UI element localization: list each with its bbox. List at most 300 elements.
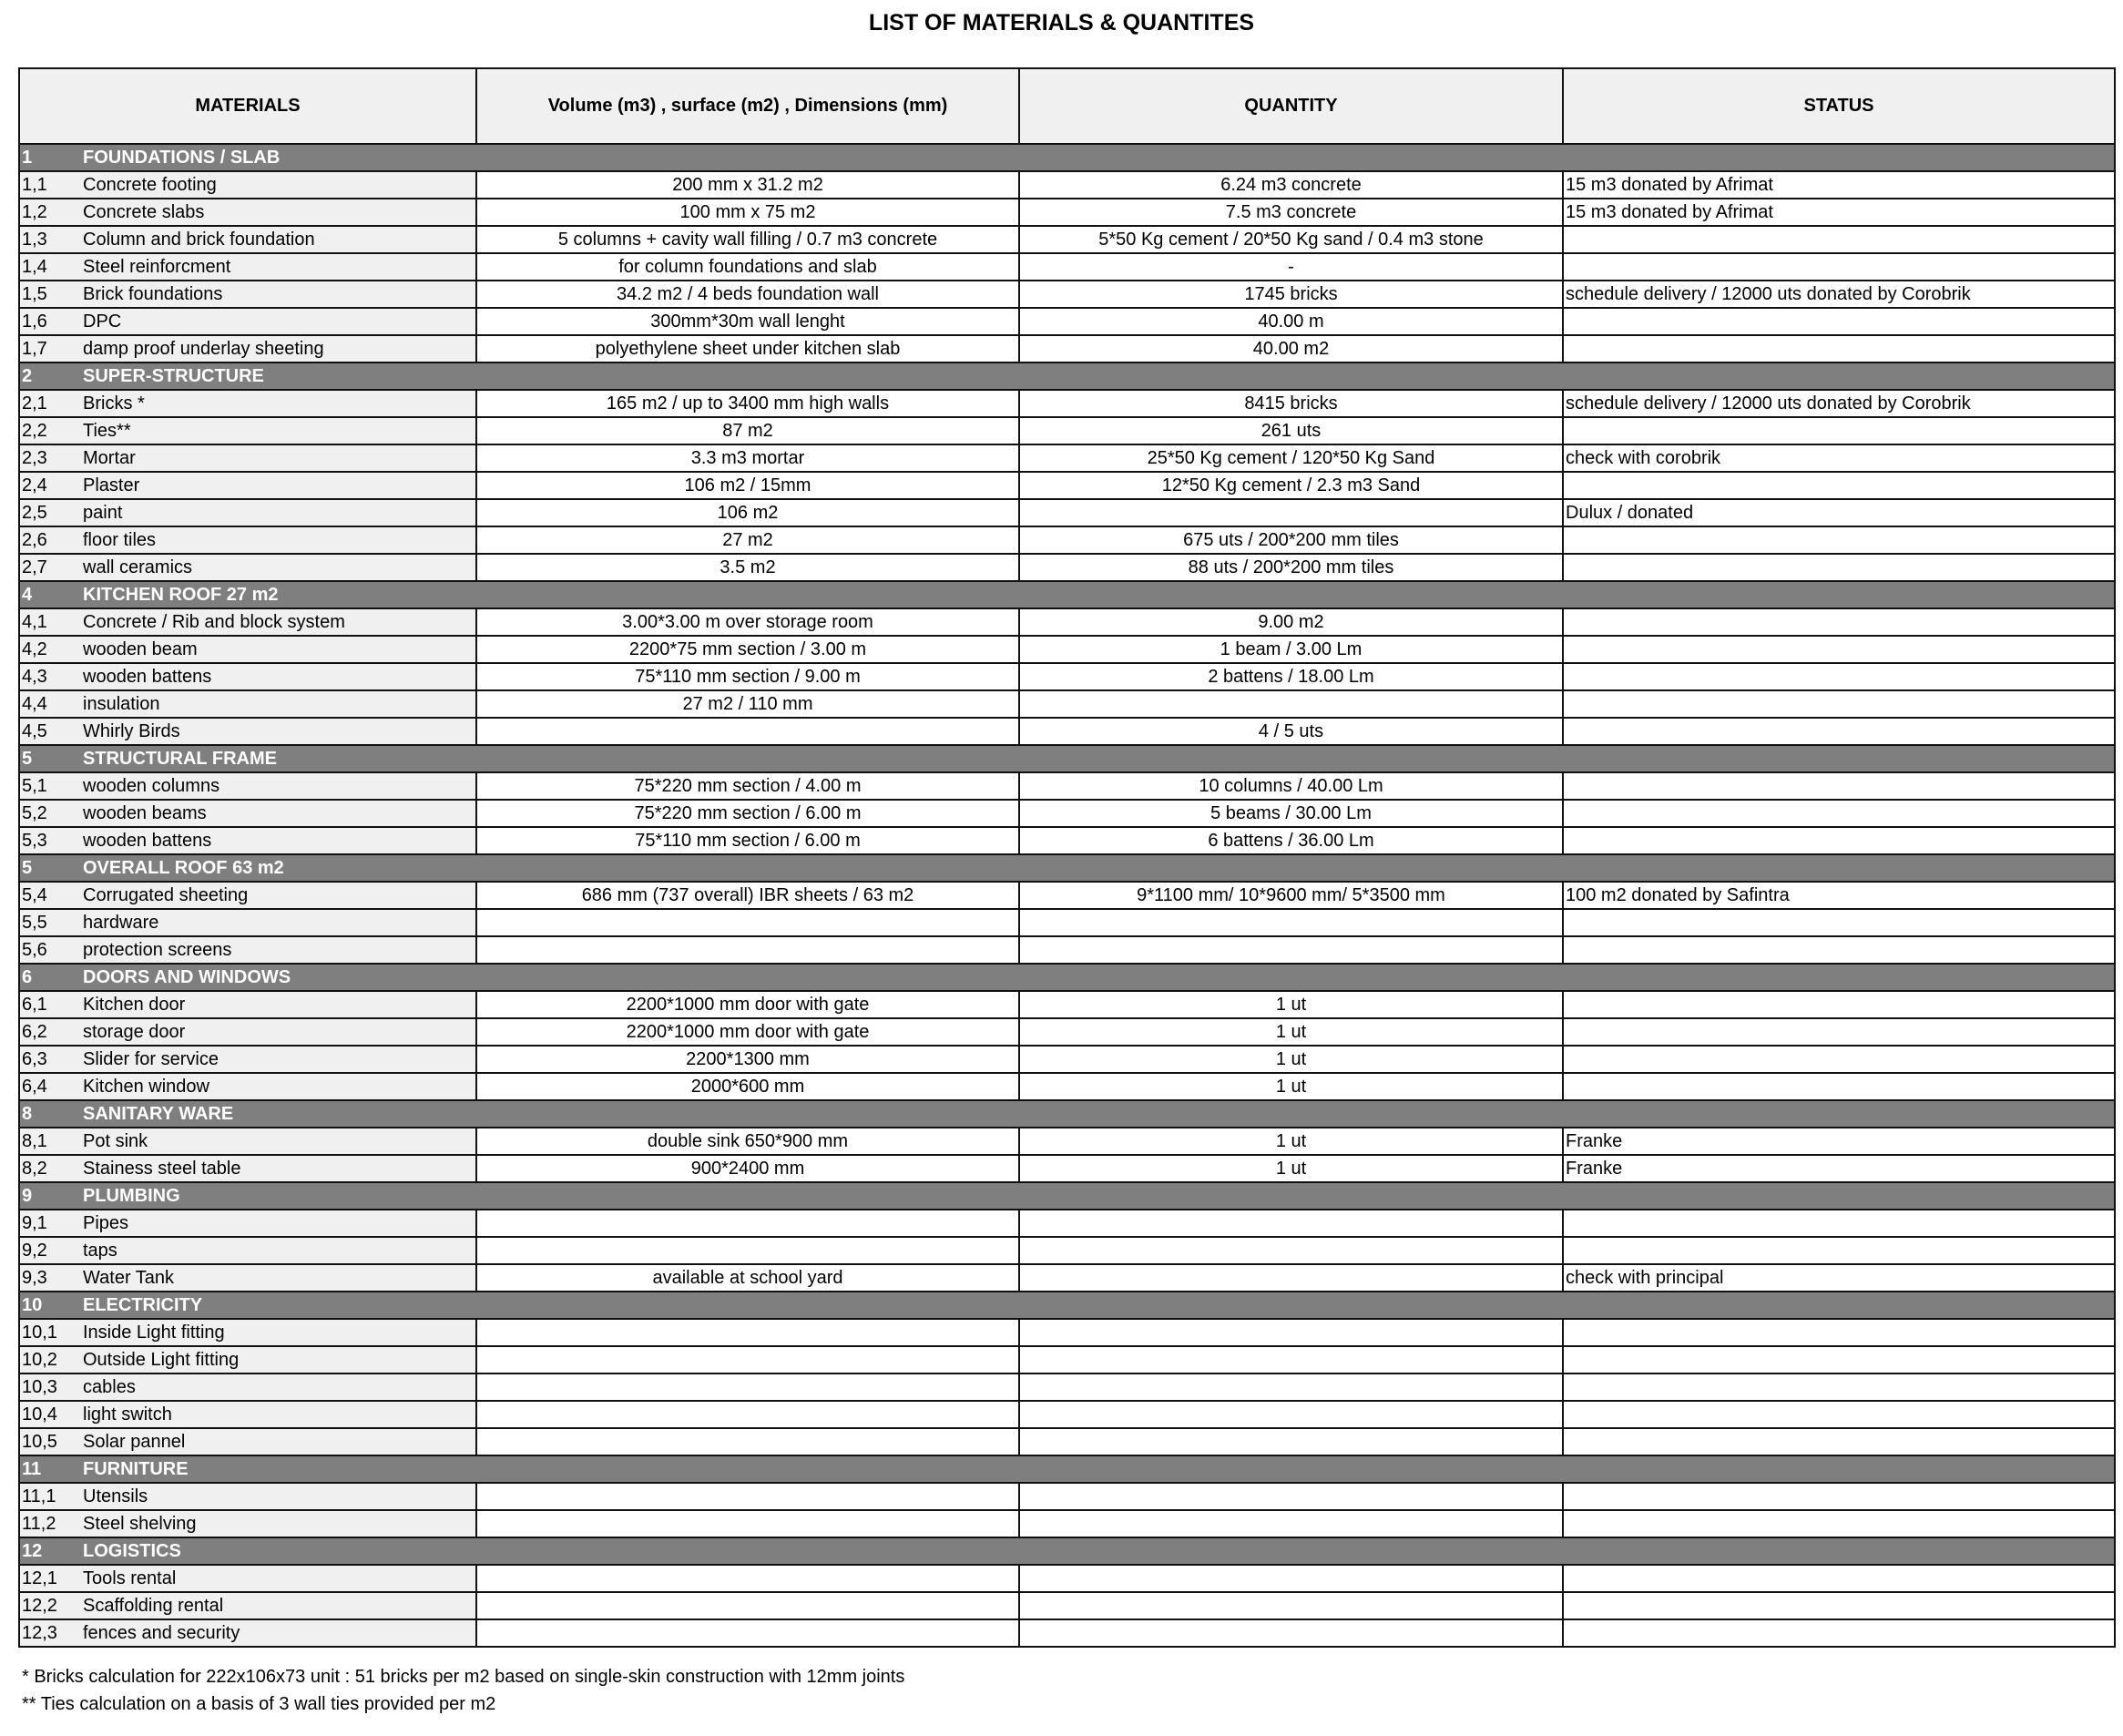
item-number: 4,5	[19, 718, 80, 745]
table-row	[19, 1128, 2115, 1155]
item-number: 5,4	[19, 882, 80, 909]
quantity-cell: 675 uts / 200*200 mm tiles	[1019, 526, 1563, 554]
item-number: 9,2	[19, 1237, 80, 1264]
material-name: Solar pannel	[80, 1428, 476, 1455]
status-cell	[1563, 417, 2115, 444]
quantity-cell: 10 columns / 40.00 Lm	[1019, 772, 1563, 800]
table-row	[19, 1346, 2115, 1373]
dimensions-cell: 2200*75 mm section / 3.00 m	[476, 636, 1019, 663]
material-name: Plaster	[80, 472, 476, 499]
status-cell	[1563, 1319, 2115, 1346]
material-name: Pot sink	[80, 1128, 476, 1155]
item-number: 5,5	[19, 909, 80, 936]
status-cell	[1563, 1210, 2115, 1237]
table-row	[19, 636, 2115, 663]
material-name: Concrete footing	[80, 171, 476, 199]
quantity-cell	[1019, 1510, 1563, 1537]
dimensions-cell	[476, 1319, 1019, 1346]
material-name: Kitchen door	[80, 991, 476, 1018]
quantity-cell	[1019, 1319, 1563, 1346]
status-cell: 100 m2 donated by Safintra	[1563, 882, 2115, 909]
item-number: 1,1	[19, 171, 80, 199]
section-number: 10	[19, 1292, 80, 1319]
dimensions-cell	[476, 1401, 1019, 1428]
table-body	[19, 144, 2115, 1647]
material-name: Concrete / Rib and block system	[80, 608, 476, 636]
item-number: 5,2	[19, 800, 80, 827]
section-title: SANITARY WARE	[80, 1100, 2115, 1128]
table-row	[19, 1073, 2115, 1100]
status-cell: check with corobrik	[1563, 444, 2115, 472]
table-header-row	[19, 68, 2115, 144]
section-header-row	[19, 1100, 2115, 1128]
status-cell	[1563, 1619, 2115, 1647]
material-name: damp proof underlay sheeting	[80, 335, 476, 363]
status-cell: Dulux / donated	[1563, 499, 2115, 526]
section-number: 5	[19, 745, 80, 772]
table-row	[19, 1483, 2115, 1510]
status-cell	[1563, 1592, 2115, 1619]
status-cell	[1563, 718, 2115, 745]
material-name: insulation	[80, 690, 476, 718]
material-name: Tools rental	[80, 1565, 476, 1592]
item-number: 8,1	[19, 1128, 80, 1155]
status-cell: Franke	[1563, 1155, 2115, 1182]
dimensions-cell	[476, 1373, 1019, 1401]
table-row	[19, 253, 2115, 281]
dimensions-cell	[476, 1210, 1019, 1237]
item-number: 12,3	[19, 1619, 80, 1647]
quantity-cell: -	[1019, 253, 1563, 281]
item-number: 1,6	[19, 308, 80, 335]
material-name: wall ceramics	[80, 554, 476, 581]
table-row	[19, 800, 2115, 827]
item-number: 1,5	[19, 281, 80, 308]
status-cell	[1563, 1483, 2115, 1510]
status-cell: check with principal	[1563, 1264, 2115, 1292]
table-row	[19, 882, 2115, 909]
material-name: Whirly Birds	[80, 718, 476, 745]
table-row	[19, 472, 2115, 499]
section-title: FOUNDATIONS / SLAB	[80, 144, 2115, 171]
dimensions-cell: 2200*1300 mm	[476, 1046, 1019, 1073]
status-cell	[1563, 1373, 2115, 1401]
item-number: 10,3	[19, 1373, 80, 1401]
status-cell	[1563, 909, 2115, 936]
section-header-row	[19, 1292, 2115, 1319]
quantity-cell	[1019, 1401, 1563, 1428]
dimensions-cell	[476, 936, 1019, 964]
quantity-cell: 9*1100 mm/ 10*9600 mm/ 5*3500 mm	[1019, 882, 1563, 909]
item-number: 11,1	[19, 1483, 80, 1510]
section-title: STRUCTURAL FRAME	[80, 745, 2115, 772]
item-number: 6,1	[19, 991, 80, 1018]
quantity-cell: 6.24 m3 concrete	[1019, 171, 1563, 199]
table-row	[19, 1510, 2115, 1537]
dimensions-cell: 27 m2	[476, 526, 1019, 554]
section-number: 12	[19, 1537, 80, 1565]
item-number: 1,2	[19, 199, 80, 226]
section-title: LOGISTICS	[80, 1537, 2115, 1565]
status-cell: 15 m3 donated by Afrimat	[1563, 199, 2115, 226]
item-number: 10,5	[19, 1428, 80, 1455]
status-cell	[1563, 1565, 2115, 1592]
quantity-cell: 2 battens / 18.00 Lm	[1019, 663, 1563, 690]
dimensions-cell: 3.5 m2	[476, 554, 1019, 581]
status-cell	[1563, 800, 2115, 827]
section-number: 6	[19, 964, 80, 991]
item-number: 10,2	[19, 1346, 80, 1373]
quantity-cell: 1 ut	[1019, 1128, 1563, 1155]
status-cell: schedule delivery / 12000 uts donated by Corobrik	[1563, 390, 2115, 417]
status-cell	[1563, 308, 2115, 335]
material-name: light switch	[80, 1401, 476, 1428]
section-header-row	[19, 363, 2115, 390]
status-cell	[1563, 1237, 2115, 1264]
table-row	[19, 1210, 2115, 1237]
section-number: 2	[19, 363, 80, 390]
material-name: Scaffolding rental	[80, 1592, 476, 1619]
status-cell	[1563, 526, 2115, 554]
dimensions-cell: 75*220 mm section / 4.00 m	[476, 772, 1019, 800]
header-dimensions: Volume (m3) , surface (m2) , Dimensions (mm)	[476, 68, 1019, 144]
quantity-cell	[1019, 499, 1563, 526]
quantity-cell: 1 beam / 3.00 Lm	[1019, 636, 1563, 663]
quantity-cell: 1745 bricks	[1019, 281, 1563, 308]
section-title: SUPER-STRUCTURE	[80, 363, 2115, 390]
dimensions-cell	[476, 1619, 1019, 1647]
table-row	[19, 390, 2115, 417]
quantity-cell: 1 ut	[1019, 991, 1563, 1018]
status-cell: 15 m3 donated by Afrimat	[1563, 171, 2115, 199]
item-number: 10,4	[19, 1401, 80, 1428]
material-name: wooden battens	[80, 663, 476, 690]
material-name: Water Tank	[80, 1264, 476, 1292]
table-row	[19, 718, 2115, 745]
quantity-cell: 25*50 Kg cement / 120*50 Kg Sand	[1019, 444, 1563, 472]
item-number: 2,1	[19, 390, 80, 417]
status-cell	[1563, 772, 2115, 800]
section-header-row	[19, 144, 2115, 171]
table-row	[19, 1401, 2115, 1428]
material-name: Ties**	[80, 417, 476, 444]
item-number: 4,2	[19, 636, 80, 663]
quantity-cell: 261 uts	[1019, 417, 1563, 444]
quantity-cell	[1019, 1346, 1563, 1373]
dimensions-cell: 165 m2 / up to 3400 mm high walls	[476, 390, 1019, 417]
table-row	[19, 1155, 2115, 1182]
material-name: Concrete slabs	[80, 199, 476, 226]
dimensions-cell: 2000*600 mm	[476, 1073, 1019, 1100]
table-row	[19, 335, 2115, 363]
header-status: STATUS	[1563, 68, 2115, 144]
section-header-row	[19, 1182, 2115, 1210]
material-name: Steel shelving	[80, 1510, 476, 1537]
quantity-cell	[1019, 936, 1563, 964]
material-name: Corrugated sheeting	[80, 882, 476, 909]
material-name: wooden columns	[80, 772, 476, 800]
quantity-cell	[1019, 1619, 1563, 1647]
quantity-cell	[1019, 1373, 1563, 1401]
quantity-cell	[1019, 1264, 1563, 1292]
table-row	[19, 663, 2115, 690]
item-number: 4,3	[19, 663, 80, 690]
dimensions-cell: 686 mm (737 overall) IBR sheets / 63 m2	[476, 882, 1019, 909]
dimensions-cell: 87 m2	[476, 417, 1019, 444]
table-row	[19, 199, 2115, 226]
section-header-row	[19, 1537, 2115, 1565]
quantity-cell: 5*50 Kg cement / 20*50 Kg sand / 0.4 m3 stone	[1019, 226, 1563, 253]
item-number: 12,2	[19, 1592, 80, 1619]
quantity-cell: 7.5 m3 concrete	[1019, 199, 1563, 226]
dimensions-cell: 75*110 mm section / 6.00 m	[476, 827, 1019, 854]
quantity-cell: 40.00 m	[1019, 308, 1563, 335]
quantity-cell: 40.00 m2	[1019, 335, 1563, 363]
item-number: 6,2	[19, 1018, 80, 1046]
dimensions-cell	[476, 1428, 1019, 1455]
section-number: 8	[19, 1100, 80, 1128]
dimensions-cell: 75*220 mm section / 6.00 m	[476, 800, 1019, 827]
status-cell	[1563, 1073, 2115, 1100]
item-number: 10,1	[19, 1319, 80, 1346]
item-number: 1,3	[19, 226, 80, 253]
quantity-cell: 4 / 5 uts	[1019, 718, 1563, 745]
table-row	[19, 308, 2115, 335]
item-number: 2,7	[19, 554, 80, 581]
dimensions-cell: 27 m2 / 110 mm	[476, 690, 1019, 718]
materials-table	[18, 67, 2116, 1648]
table-row	[19, 608, 2115, 636]
item-number: 1,4	[19, 253, 80, 281]
section-title: PLUMBING	[80, 1182, 2115, 1210]
dimensions-cell: 5 columns + cavity wall filling / 0.7 m3 concrete	[476, 226, 1019, 253]
dimensions-cell: polyethylene sheet under kitchen slab	[476, 335, 1019, 363]
material-name: Inside Light fitting	[80, 1319, 476, 1346]
header-materials: MATERIALS	[19, 68, 476, 144]
item-number: 9,1	[19, 1210, 80, 1237]
quantity-cell	[1019, 690, 1563, 718]
page-title: LIST OF MATERIALS & QUANTITES	[868, 10, 1255, 36]
quantity-cell: 1 ut	[1019, 1073, 1563, 1100]
header-quantity: QUANTITY	[1019, 68, 1563, 144]
dimensions-cell: 3.00*3.00 m over storage room	[476, 608, 1019, 636]
item-number: 2,3	[19, 444, 80, 472]
footnote-bricks: * Bricks calculation for 222x106x73 unit : 51 bricks per m2 based on single-skin construction with 12mm joints	[22, 1667, 905, 1687]
table-row	[19, 444, 2115, 472]
material-name: DPC	[80, 308, 476, 335]
material-name: Column and brick foundation	[80, 226, 476, 253]
quantity-cell: 5 beams / 30.00 Lm	[1019, 800, 1563, 827]
dimensions-cell: 2200*1000 mm door with gate	[476, 991, 1019, 1018]
item-number: 2,2	[19, 417, 80, 444]
material-name: wooden beam	[80, 636, 476, 663]
dimensions-cell: 106 m2 / 15mm	[476, 472, 1019, 499]
quantity-cell: 1 ut	[1019, 1018, 1563, 1046]
section-number: 9	[19, 1182, 80, 1210]
table-row	[19, 1264, 2115, 1292]
material-name: wooden beams	[80, 800, 476, 827]
quantity-cell: 12*50 Kg cement / 2.3 m3 Sand	[1019, 472, 1563, 499]
section-header-row	[19, 854, 2115, 882]
table-row	[19, 1319, 2115, 1346]
table-row	[19, 1018, 2115, 1046]
section-number: 1	[19, 144, 80, 171]
item-number: 2,6	[19, 526, 80, 554]
dimensions-cell: for column foundations and slab	[476, 253, 1019, 281]
section-title: DOORS AND WINDOWS	[80, 964, 2115, 991]
dimensions-cell: 75*110 mm section / 9.00 m	[476, 663, 1019, 690]
section-title: KITCHEN ROOF 27 m2	[80, 581, 2115, 608]
item-number: 6,3	[19, 1046, 80, 1073]
dimensions-cell	[476, 1237, 1019, 1264]
quantity-cell: 1 ut	[1019, 1155, 1563, 1182]
item-number: 8,2	[19, 1155, 80, 1182]
material-name: Stainess steel table	[80, 1155, 476, 1182]
status-cell	[1563, 690, 2115, 718]
material-name: wooden battens	[80, 827, 476, 854]
status-cell: Franke	[1563, 1128, 2115, 1155]
item-number: 12,1	[19, 1565, 80, 1592]
status-cell	[1563, 936, 2115, 964]
status-cell	[1563, 663, 2115, 690]
table-row	[19, 1428, 2115, 1455]
dimensions-cell: available at school yard	[476, 1264, 1019, 1292]
dimensions-cell: 100 mm x 75 m2	[476, 199, 1019, 226]
item-number: 1,7	[19, 335, 80, 363]
dimensions-cell: 300mm*30m wall lenght	[476, 308, 1019, 335]
material-name: taps	[80, 1237, 476, 1264]
item-number: 5,3	[19, 827, 80, 854]
section-header-row	[19, 581, 2115, 608]
dimensions-cell	[476, 718, 1019, 745]
item-number: 4,1	[19, 608, 80, 636]
material-name: storage door	[80, 1018, 476, 1046]
dimensions-cell	[476, 1565, 1019, 1592]
status-cell	[1563, 827, 2115, 854]
material-name: Mortar	[80, 444, 476, 472]
dimensions-cell	[476, 1592, 1019, 1619]
quantity-cell	[1019, 1428, 1563, 1455]
dimensions-cell: 34.2 m2 / 4 beds foundation wall	[476, 281, 1019, 308]
material-name: protection screens	[80, 936, 476, 964]
quantity-cell	[1019, 1565, 1563, 1592]
item-number: 5,1	[19, 772, 80, 800]
quantity-cell	[1019, 1592, 1563, 1619]
dimensions-cell	[476, 1510, 1019, 1537]
table-row	[19, 526, 2115, 554]
status-cell	[1563, 1018, 2115, 1046]
dimensions-cell: 2200*1000 mm door with gate	[476, 1018, 1019, 1046]
table-row	[19, 1046, 2115, 1073]
item-number: 11,2	[19, 1510, 80, 1537]
status-cell	[1563, 991, 2115, 1018]
status-cell	[1563, 253, 2115, 281]
quantity-cell	[1019, 1210, 1563, 1237]
footnotes	[22, 1663, 904, 1718]
table-row	[19, 499, 2115, 526]
material-name: Brick foundations	[80, 281, 476, 308]
table-row	[19, 1619, 2115, 1647]
table-row	[19, 1373, 2115, 1401]
material-name: floor tiles	[80, 526, 476, 554]
table-row	[19, 1592, 2115, 1619]
dimensions-cell	[476, 1483, 1019, 1510]
item-number: 6,4	[19, 1073, 80, 1100]
status-cell	[1563, 1510, 2115, 1537]
status-cell	[1563, 226, 2115, 253]
table-row	[19, 1237, 2115, 1264]
item-number: 2,4	[19, 472, 80, 499]
table-row	[19, 936, 2115, 964]
status-cell	[1563, 554, 2115, 581]
quantity-cell: 88 uts / 200*200 mm tiles	[1019, 554, 1563, 581]
status-cell	[1563, 608, 2115, 636]
material-name: paint	[80, 499, 476, 526]
table-row	[19, 909, 2115, 936]
dimensions-cell: double sink 650*900 mm	[476, 1128, 1019, 1155]
quantity-cell: 6 battens / 36.00 Lm	[1019, 827, 1563, 854]
status-cell	[1563, 335, 2115, 363]
material-name: Slider for service	[80, 1046, 476, 1073]
status-cell	[1563, 1346, 2115, 1373]
quantity-cell: 8415 bricks	[1019, 390, 1563, 417]
status-cell	[1563, 636, 2115, 663]
material-name: cables	[80, 1373, 476, 1401]
dimensions-cell	[476, 1346, 1019, 1373]
quantity-cell	[1019, 1483, 1563, 1510]
table-row	[19, 690, 2115, 718]
item-number: 2,5	[19, 499, 80, 526]
section-header-row	[19, 1455, 2115, 1483]
material-name: Kitchen window	[80, 1073, 476, 1100]
quantity-cell	[1019, 909, 1563, 936]
material-name: Utensils	[80, 1483, 476, 1510]
material-name: Steel reinforcment	[80, 253, 476, 281]
status-cell	[1563, 1046, 2115, 1073]
dimensions-cell: 106 m2	[476, 499, 1019, 526]
status-cell	[1563, 1428, 2115, 1455]
table-row	[19, 171, 2115, 199]
dimensions-cell: 200 mm x 31.2 m2	[476, 171, 1019, 199]
item-number: 9,3	[19, 1264, 80, 1292]
status-cell	[1563, 1401, 2115, 1428]
item-number: 5,6	[19, 936, 80, 964]
section-header-row	[19, 745, 2115, 772]
material-name: hardware	[80, 909, 476, 936]
footnote-ties: ** Ties calculation on a basis of 3 wall ties provided per m2	[22, 1694, 496, 1714]
section-title: ELECTRICITY	[80, 1292, 2115, 1319]
section-number: 11	[19, 1455, 80, 1483]
table-row	[19, 281, 2115, 308]
material-name: Pipes	[80, 1210, 476, 1237]
section-header-row	[19, 964, 2115, 991]
quantity-cell: 9.00 m2	[1019, 608, 1563, 636]
section-title: OVERALL ROOF 63 m2	[80, 854, 2115, 882]
quantity-cell	[1019, 1237, 1563, 1264]
material-name: Bricks *	[80, 390, 476, 417]
status-cell: schedule delivery / 12000 uts donated by Corobrik	[1563, 281, 2115, 308]
table-row	[19, 772, 2115, 800]
table-row	[19, 827, 2115, 854]
status-cell	[1563, 472, 2115, 499]
table-row	[19, 1565, 2115, 1592]
table-row	[19, 991, 2115, 1018]
quantity-cell: 1 ut	[1019, 1046, 1563, 1073]
dimensions-cell	[476, 909, 1019, 936]
dimensions-cell: 900*2400 mm	[476, 1155, 1019, 1182]
section-number: 5	[19, 854, 80, 882]
section-number: 4	[19, 581, 80, 608]
